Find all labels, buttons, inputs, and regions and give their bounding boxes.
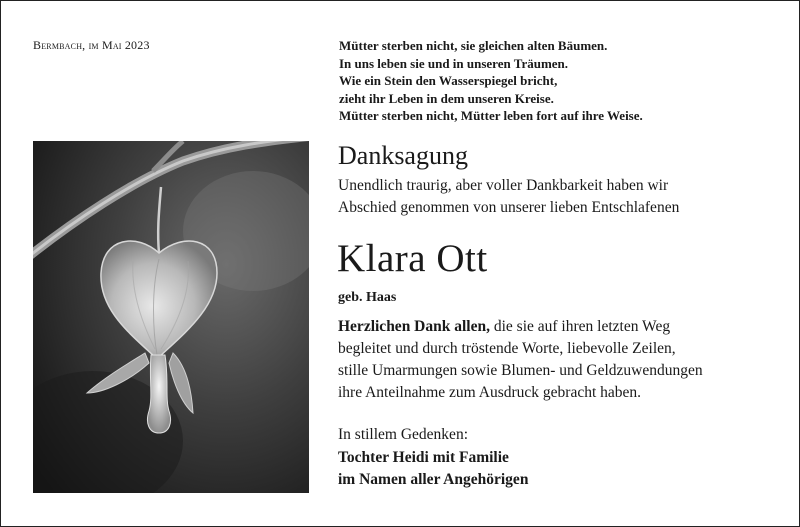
signature-line: im Namen aller Angehörigen — [338, 471, 529, 488]
thanks-bold: Herzlichen Dank allen, — [338, 318, 490, 335]
thanks-text — [338, 316, 703, 404]
signature-line: Tochter Heidi mit Familie — [338, 449, 509, 466]
thanks-line — [338, 316, 703, 338]
thanks-line: ihre Anteilnahme zum Ausdruck gebracht haben. — [338, 384, 642, 401]
intro-line: Unendlich traurig, aber voller Dankbarkeit haben wir — [338, 177, 669, 194]
poem-line: Mütter sterben nicht, sie gleichen alten Bäumen. — [339, 38, 608, 53]
maiden-name: geb. Haas — [338, 290, 397, 305]
poem-line: zieht ihr Leben in dem unseren Kreise. — [339, 90, 554, 106]
place-date: Bermbach, im Mai 2023 — [33, 38, 150, 52]
poem — [339, 37, 643, 125]
poem-line: In uns leben sie und in unseren Träumen. — [339, 55, 569, 71]
bleeding-heart-flower-photo — [33, 141, 309, 493]
flower-photo — [33, 141, 309, 493]
page-title: Danksagung — [338, 141, 468, 170]
poem-line: Wie ein Stein den Wasserspiegel bricht, — [339, 73, 558, 88]
thanks-line: begleitet und durch tröstende Worte, liebevolle Zeilen, — [338, 340, 676, 357]
memory-line: In stillem Gedenken: — [338, 426, 468, 443]
intro-line: Abschied genommen von unserer lieben Entschlafenen — [338, 199, 680, 216]
deceased-name: Klara Ott — [337, 237, 488, 280]
thanks-first-rest: die sie auf ihren letzten Weg — [489, 318, 671, 335]
thanks-line: stille Umarmungen sowie Blumen- und Geldzuwendungen — [338, 362, 703, 379]
intro-text — [338, 175, 679, 219]
signature — [338, 447, 528, 491]
poem-line: Mütter sterben nicht, Mütter leben fort auf ihre Weise. — [339, 108, 643, 123]
